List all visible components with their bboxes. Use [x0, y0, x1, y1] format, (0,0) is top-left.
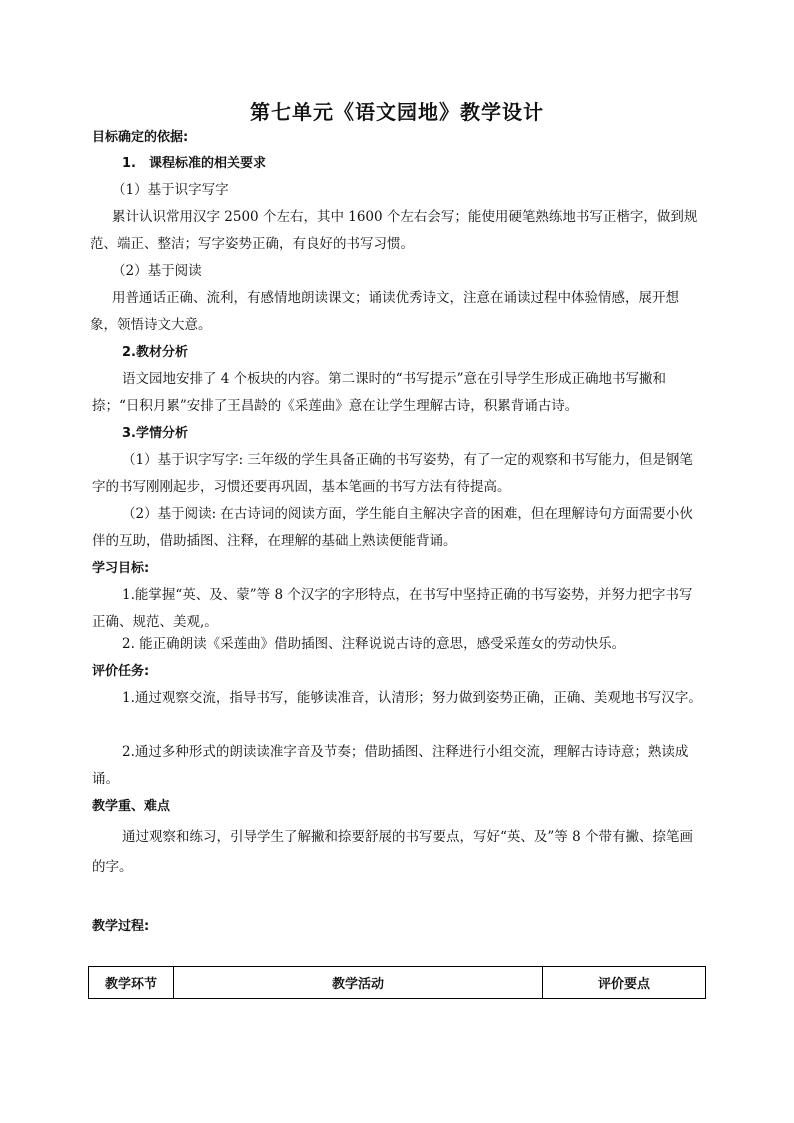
basis-heading: 目标确定的依据: [92, 130, 189, 145]
goal-item-2: 2. 能正确朗读《采莲曲》借助插图、注释说说古诗的意思，感受采莲女的劳动快乐。 [122, 636, 626, 652]
process-heading: 教学过程: [92, 919, 150, 934]
section-1-heading: 1. 课程标准的相关要求 [122, 156, 266, 171]
evaluation-item-1: 1.通过观察交流，指导书写，能够读准音，认清形；努力做到姿势正确，正确、美观地书写汉字。 [122, 690, 702, 706]
section-1-sub-2: （2）基于阅读 [112, 263, 202, 279]
evaluation-heading: 评价任务: [92, 664, 150, 679]
section-1-paragraph-2: 用普通话正确、流利，有感情地朗读课文；诵读优秀诗文，注意在诵读过程中体验情感，展开想象，领悟诗文大意。 [90, 290, 679, 333]
key-points-heading: 教学重、难点 [92, 799, 171, 814]
section-1-paragraph-1: 累计认识常用汉字 2500 个左右，其中 1600 个左右会写；能使用硬笔熟练地书写正楷字，做到规范、端正、整洁；写字姿势正确，有良好的书写习惯。 [90, 209, 698, 252]
section-3-paragraph-1: （1）基于识字写字: 三年级的学生具备正确的书写姿势，有了一定的观察和书写能力，但是钢笔字的书写刚刚起步，习惯还要再巩固，基本笔画的书写方法有待提高。 [92, 452, 693, 495]
table-header-row [89, 967, 706, 999]
section-2-heading: 2.教材分析 [122, 345, 188, 360]
section-3-paragraph-2: （2）基于阅读: 在古诗词的阅读方面，学生能自主解决字音的困难，但在理解诗句方面需要小伙伴的互助，借助插图、注释，在理解的基础上熟读便能背诵。 [92, 506, 693, 549]
section-3-heading: 3.学情分析 [122, 426, 188, 441]
table-header-cell: 教学环节 [89, 967, 174, 999]
goal-item-1: 1.能掌握“英、及、蒙”等 8 个汉字的字形特点，在书写中坚持正确的书写姿势，并努力把字书写正确、规范、美观,。 [92, 587, 693, 630]
table-header-cell: 教学活动 [174, 967, 543, 999]
section-2-paragraph: 语文园地安排了 4 个板块的内容。第二课时的“书写提示”意在引导学生形成正确地书写撇和捺；“日积月累”安排了王昌龄的《采莲曲》意在让学生理解古诗，积累背诵古诗。 [92, 371, 666, 414]
teaching-process-table [88, 966, 706, 999]
goals-heading: 学习目标: [92, 561, 150, 576]
table-header-cell: 评价要点 [543, 967, 706, 999]
section-1-sub-1: （1）基于识字写字 [112, 182, 229, 198]
document-title: 第七单元《语文园地》教学设计 [250, 100, 544, 124]
evaluation-item-2: 2.通过多种形式的朗读读准字音及节奏；借助插图、注释进行小组交流，理解古诗诗意；熟读成诵。 [92, 744, 689, 787]
key-points-paragraph: 通过观察和练习，引导学生了解撇和捺要舒展的书写要点，写好“英、及”等 8 个带有撇、捺笔画的字。 [92, 829, 693, 875]
